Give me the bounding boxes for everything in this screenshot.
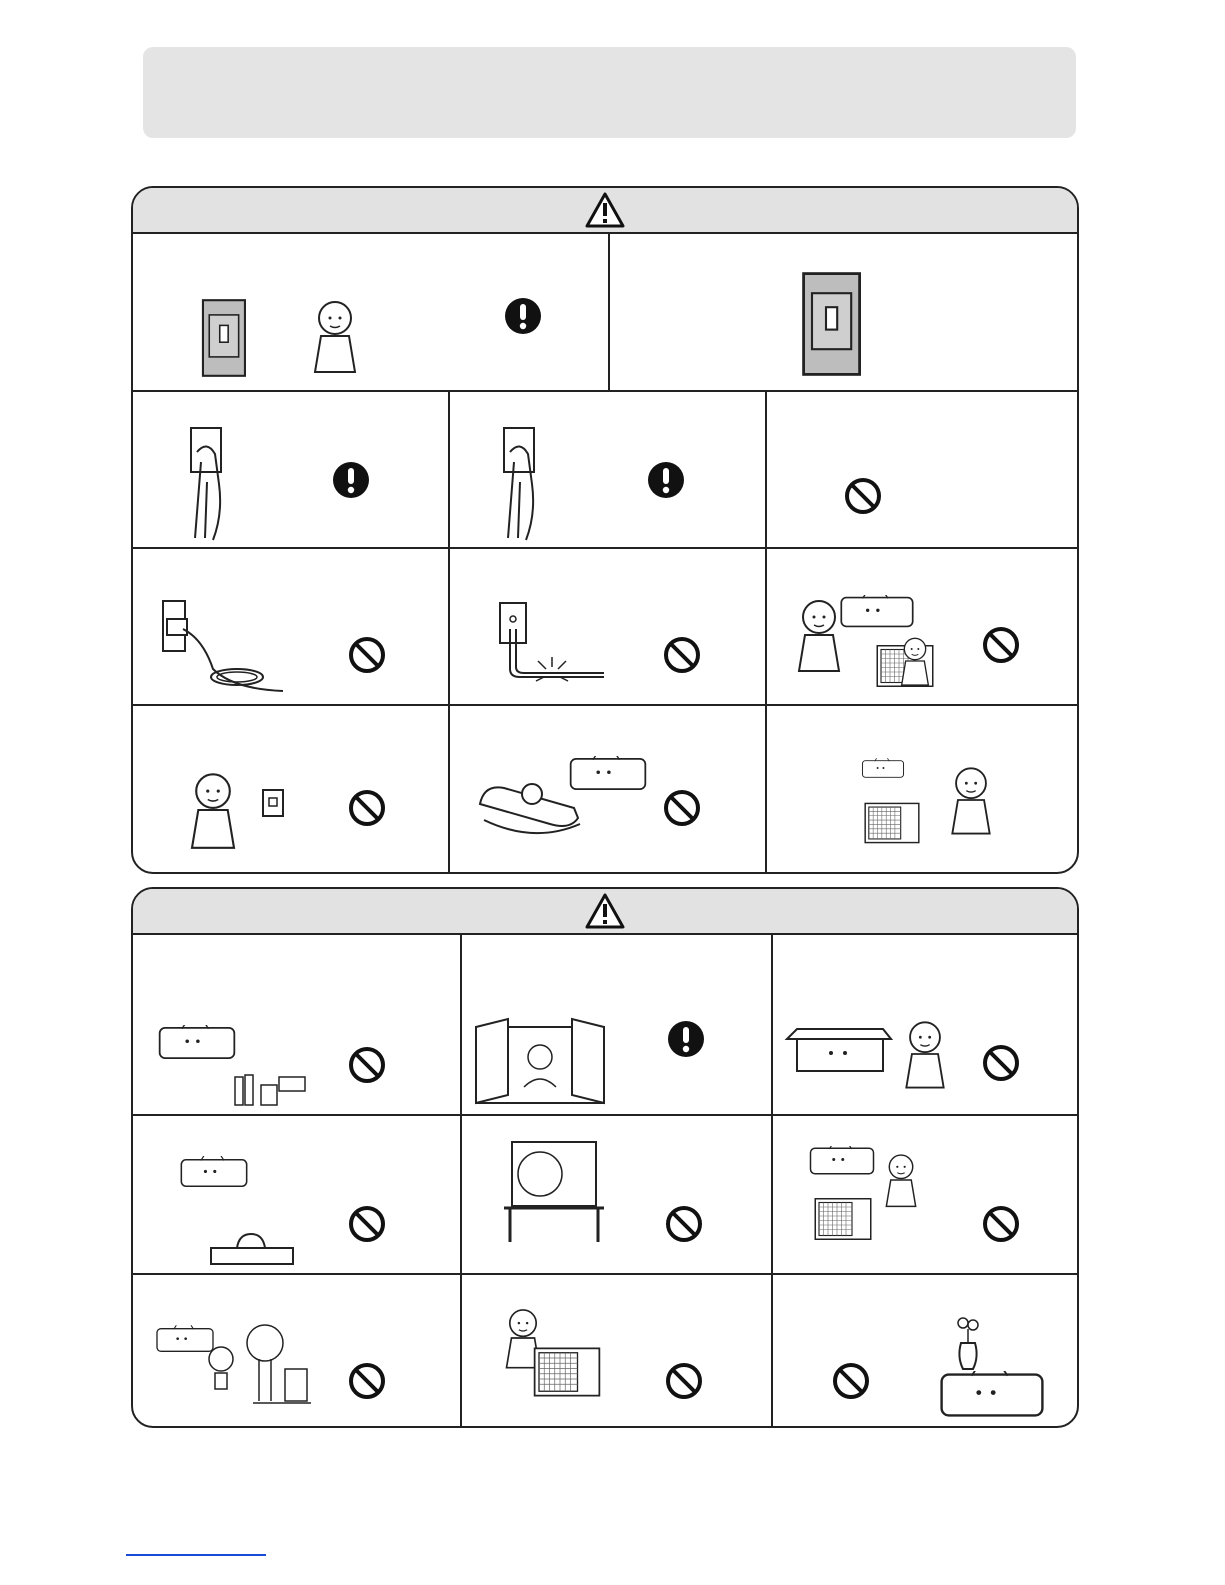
prohibited-icon [347,1204,387,1244]
section-title-band [143,47,1076,138]
prohibited-icon [664,1204,704,1244]
food-items-icon [231,1067,309,1107]
prohibited-icon [981,1204,1021,1244]
indoor-unit-icon [937,1371,1047,1419]
caution-item [462,937,771,1114]
prohibited-icon [347,1361,387,1401]
caution-panel-header [133,889,1077,935]
warning-triangle-icon [585,192,625,228]
outdoor-unit-icon [532,1341,602,1403]
warning-item [767,392,1079,547]
vase-icon [953,1315,983,1371]
warning-item [610,234,1079,390]
indoor-unit-icon [807,1146,877,1176]
warning-item [767,549,1079,704]
prohibited-icon [831,1361,871,1401]
cord-icon [157,597,287,697]
circuit-breaker-icon [197,296,253,380]
prohibited-icon [347,788,387,828]
damaged-cord-icon [496,599,606,689]
mandatory-icon [646,460,686,500]
hand-plug-icon [177,422,247,542]
warning-item [767,706,1079,874]
warning-item [450,549,765,704]
indoor-unit-icon [179,1156,249,1190]
caution-item [133,1275,460,1428]
warning-item [450,392,765,547]
hand-plug-icon [490,422,560,542]
prohibited-icon [347,1045,387,1085]
mandatory-icon [666,1019,706,1059]
caution-item [133,1116,460,1273]
indoor-unit-icon [861,756,905,782]
warning-item [133,392,448,547]
prohibited-icon [843,476,883,516]
stove-icon [207,1228,297,1268]
mandatory-icon [331,460,371,500]
caution-item [773,937,1079,1114]
person-icon [181,768,245,852]
warning-panel [131,186,1079,874]
warning-item [133,549,448,704]
prohibited-icon [981,1043,1021,1083]
child-icon [895,633,935,689]
warning-item [450,706,765,874]
outdoor-unit-icon [863,800,921,846]
prohibited-icon [662,788,702,828]
person-icon [943,750,999,850]
indoor-unit-icon [829,595,925,629]
plants-icon [203,1323,313,1405]
caution-item [462,1116,771,1273]
outdoor-unit-on-stand-icon [500,1138,608,1246]
mandatory-icon [503,296,543,336]
indoor-unit-icon [157,1025,237,1061]
caution-item [133,937,460,1114]
indoor-unit-icon [568,756,648,792]
circuit-breaker-icon [798,268,868,380]
prohibited-icon [664,1361,704,1401]
warning-item [133,706,448,874]
warning-triangle-icon [585,893,625,929]
caution-panel [131,887,1079,1428]
outdoor-unit-icon [813,1194,873,1244]
prohibited-icon [347,635,387,675]
person-icon [897,1009,953,1099]
prohibited-icon [662,635,702,675]
caution-item [462,1275,771,1428]
indoor-unit-icon [783,1025,893,1075]
caution-item [773,1275,1079,1428]
person-icon [879,1150,923,1210]
caution-item [773,1116,1079,1273]
warning-item [133,234,608,390]
person-icon [305,296,365,376]
prohibited-icon [981,625,1021,665]
outlet-icon [259,786,287,826]
footer-link[interactable] [126,1554,266,1556]
open-window-icon [472,1017,608,1105]
warning-panel-header [133,188,1077,234]
